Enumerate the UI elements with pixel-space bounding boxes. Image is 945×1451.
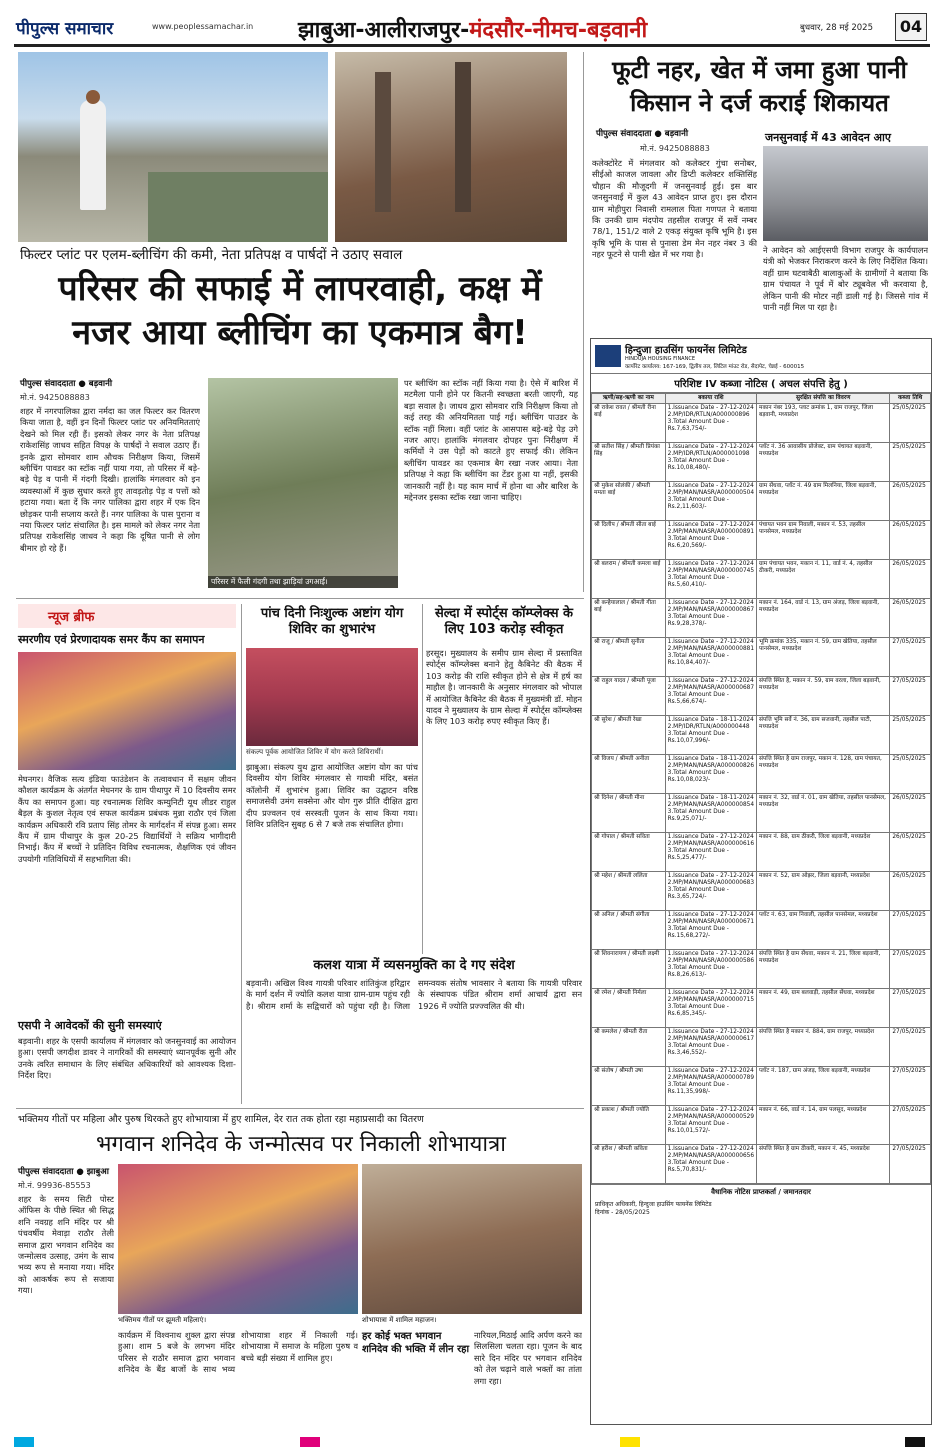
notice-cell-desc: ग्राम पंचायत भवन, मकान नं. 11, वार्ड नं. 4, तहसील ठीकरी, मध्यप्रदेश — [757, 560, 890, 599]
notice-cell-date: 26/05/2025 — [890, 794, 931, 833]
notice-cell-date: 27/05/2025 — [890, 677, 931, 716]
notice-cell-amount: 1.Issuance Date - 27-12-2024 2.MP/MAN/NASR/A000000656 3.Total Amount Due - Rs.5,70,831/- — [665, 1145, 756, 1184]
notice-cell-amount: 1.Issuance Date - 27-12-2024 2.MP/MAN/NASR/A000000867 3.Total Amount Due - Rs.9,28,378/- — [665, 599, 756, 638]
pipe-shape — [375, 72, 391, 212]
notice-cell-desc: मकान नंबर 193, प्लाट क्रमांक 1, ग्राम राजपुर, जिला बड़वानी, मध्यप्रदेश — [757, 404, 890, 443]
notice-rows — [592, 404, 931, 1184]
notice-row — [592, 911, 931, 950]
notice-address: कार्पोरेट कार्यालय: 167-169, द्वितीय तल, लिटिल मांउट रोड, सैदापेट, चेन्नई - 600015 — [625, 364, 805, 370]
notice-cell-desc: प्लॉट नं. 187, ग्राम अंजड़, जिला बड़वानी, मध्यप्रदेश — [757, 1067, 890, 1106]
notice-cell-amount: 1.Issuance Date - 27-12-2024 2.MP/MAN/NASR/A000000586 3.Total Amount Due - Rs.8,26,613/- — [665, 950, 756, 989]
yoga-head: पांच दिनी निःशुल्क अष्टांग योग शिविर का शुभारंभ — [260, 606, 404, 637]
shani-caption-2: शोभायात्रा में शामिल महाजन। — [362, 1316, 437, 1324]
notice-row — [592, 599, 931, 638]
shani-body-right: नारियल,मिठाई आदि अर्पण करने का सिलसिला चलता रहा। पूजन के बाद सारे दिन मंदिर पर भगवान शनिदेव को तेल चढ़ाने वाले भक्तों का तांता लगा रहा। — [474, 1330, 582, 1386]
notice-cell-name: श्री दिलीप / श्रीमती सीता बाई — [592, 521, 666, 560]
right-byline: पीपुल्स संवाददाता ● बड़वानी — [596, 129, 689, 139]
notice-cell-name: श्री शिवनारायण / श्रीमती लक्ष्मी — [592, 950, 666, 989]
notice-cell-amount: 1.Issuance Date - 18-11-2024 2.MP/IDR/RTLN/A000000448 3.Total Amount Due - Rs.10,07,996/- — [665, 716, 756, 755]
notice-row — [592, 872, 931, 911]
notice-footer-title: वैधानिक नोटिस प्राप्तकर्ता / जमानतदार — [591, 1184, 931, 1200]
notice-cell-name: श्री महेश / श्रीमती ललिता — [592, 872, 666, 911]
notice-row — [592, 638, 931, 677]
notice-cell-desc: संपत्ति स्थित है ग्राम ठीकरी, मकान नं. 45, मध्यप्रदेश — [757, 1145, 890, 1184]
pipe-shape — [455, 62, 471, 212]
notice-cell-amount: 1.Issuance Date - 27-12-2024 2.MP/MAN/NASR/A000000616 3.Total Amount Due - Rs.5,25,477/- — [665, 833, 756, 872]
notice-row — [592, 482, 931, 521]
notice-cell-desc: संपत्ति स्थित है ग्राम सेंधवा, मकान नं. 21, जिला बड़वानी, मध्यप्रदेश — [757, 950, 890, 989]
shani-body-mid: कार्यक्रम में विश्वनाथ शुक्ल द्वारा संपन्न हुआ। शाम 5 बजे के लगभग मंदिर परिसर से राठौर समाज द्वारा भगवान शनिदेव के बैंड बाजों के साथ भव्य शोभायात्रा शहर में निकाली गई। शोभायात्रा में समाज के महिला पुरुष व बच्चे बड़ी संख्या में शामिल हुए। — [118, 1330, 358, 1375]
brief-body-1: मेघनगर। वैजिक सत्य इंडिया फाउंडेशन के तत्वावधान में सक्षम जीवन कौशल कार्यक्रम के अंतर्गत मेघनगर के ग्राम पीथापुर में 10 दिवसीय समर कैंप का समापन हुआ। यह रचनात्मक शिविर कम्युनिटी यूथ लीडर राहुल बैड़ल के कुशल नेतृत्व एवं सफल कार्यक्रम प्रबंधक मुन्ना राठौर एवं जिला कार्यक्रम अधिकारी रवि प्रताप सिंह तोमर के मार्गदर्शन में संपन्न हुआ। समर कैंप में ग्राम पीथापुर के कुल 20-25 विद्यार्थियों ने सक्रिय भागीदारी निभाई। कैंप में बच्चों ने प्रतिदिन विविध रचनात्मक, शैक्षणिक एवं जीवन उपयोगी गतिविधियों में सहभागिता की। — [18, 774, 236, 864]
kalash-body: बड़वानी। अखिल विश्व गायत्री परिवार शांतिकुंज हरिद्वार के मार्ग दर्शन में ज्योति कलश यात्रा ग्राम-ग्राम पहुंच रही है। श्रीराम शर्मा के सद्विचारों को पहुंचा रही है। जिला समन्वयक संतोष भावसार ने बताया कि गायत्री परिवार के संस्थापक पंडित श्रीराम शर्मा आचार्य द्वारा सन 1926 में ज्योति प्रज्ज्वलित की थी। — [246, 978, 582, 1011]
brief-body-2: बड़वानी। शहर के एसपी कार्यालय में मंगलवार को जनसुनवाई का आयोजन हुआ। एसपी जगदीश डावर ने नागरिकों की समस्याएं ध्यानपूर्वक सुनी और उनके त्वरित समाधान के लिए संबंधित अधिकारियों को आवश्यक दिशा-निर्देश दिए। — [18, 1036, 236, 1081]
notice-col-date: कब्जा तिथि — [890, 394, 931, 404]
notice-cell-desc: मकान नं. 32, वार्ड नं. 01, ग्राम खेतिया, तहसील पानसेमल, मध्यप्रदेश — [757, 794, 890, 833]
shani-body-left: शहर के समय सिटी पोस्ट ऑफिस के पीछे स्थित श्री सिद्ध शनि नवग्रह शनि मंदिर पर श्री पंचवर्षीय मेवाड़ा राठौर तेली समाज द्वारा भगवान शनिदेव का जन्मोत्सव उत्साह, उमंग के साथ भव्य रूप से मनाया गया। मंदिर को आकर्षक रूप से सजाया गया। — [18, 1194, 114, 1296]
lead-body-right: पर ब्लीचिंग का स्टॉक नहीं किया गया है। ऐसे में बारिश में मटमैला पानी होने पर कितनी स्वच्छता बरती जाएगी, यह बड़ा सवाल है। जाधव द्वारा सोमवार रात्रि निरीक्षण किया तो कई तरह की अनियमितता पाई गई। ब्लीचिंग पाउडर के स्टॉक नहीं मिला। वहीं प्लांट के आसपास बड़े-बड़े पेड़ उगे नजर आए। हालांकि मंगलवार दोपहर पुनः निरीक्षण में कर्मियों ने उस पेड़ों को काटते हुए सफाई की। लेकिन ब्लीचिंग पावडर का एकमात्र बैग रखा नजर आया। नेता प्रतिपक्ष ने कहा कि ब्लीचिंग का टेंडर हुआ या नहीं, इसकी जानकारी नहीं है। यह काम मार्च में होना था और बारिश के मद्देनजर इसका स्टॉक रखा जाना चाहिए। — [404, 378, 578, 503]
notice-cell-date: 25/05/2025 — [890, 404, 931, 443]
notice-row — [592, 443, 931, 482]
notice-cell-amount: 1.Issuance Date - 27-12-2024 2.MP/MAN/NASR/A000000617 3.Total Amount Due - Rs.3,46,552/- — [665, 1028, 756, 1067]
right-mobile: मो.नं. 9425088883 — [640, 144, 710, 153]
right-photo-caption: जनसुनवाई में 43 आवेदन आए — [765, 131, 892, 144]
masthead-url[interactable]: www.peoplessamachar.in — [152, 22, 254, 31]
notice-cell-desc: मकान नं. 49, ग्राम बलवाड़ी, तहसील सेंधवा, मध्यप्रदेश — [757, 989, 890, 1028]
notice-row — [592, 1028, 931, 1067]
shani-photo-2 — [362, 1164, 582, 1314]
notice-cell-name: श्री राहुल यादव / श्रीमती पूजा — [592, 677, 666, 716]
notice-cell-date: 26/05/2025 — [890, 482, 931, 521]
notice-cell-desc: मकान नं. 88, ग्राम ठीकरी, जिला बड़वानी, मध्यप्रदेश — [757, 833, 890, 872]
notice-cell-amount: 1.Issuance Date - 27-12-2024 2.MP/MAN/NASR/A000000745 3.Total Amount Due - Rs.5,60,410/- — [665, 560, 756, 599]
water-tank — [148, 172, 328, 242]
notice-col-amount: बकाया राशि — [665, 394, 756, 404]
notice-cell-date: 25/05/2025 — [890, 755, 931, 794]
notice-cell-name: श्री दिनेश / श्रीमती मीना — [592, 794, 666, 833]
notice-cell-amount: 1.Issuance Date - 27-12-2024 2.MP/MAN/NASR/A000000671 3.Total Amount Due - Rs.15,68,272/- — [665, 911, 756, 950]
shani-headline: भगवान शनिदेव के जन्मोत्सव पर निकाली शोभायात्रा — [96, 1132, 506, 1157]
notice-cell-date: 25/05/2025 — [890, 716, 931, 755]
lead-photo-caption: परिसर में फैली गंदगी तथा झाड़ियां उगआईं। — [208, 576, 398, 588]
notice-cell-date: 27/05/2025 — [890, 1067, 931, 1106]
notice-company: हिन्दुजा हाउसिंग फायनेंस लिमिटेड — [625, 345, 747, 356]
notice-cell-amount: 1.Issuance Date - 27-12-2024 2.MP/MAN/NASR/A000000687 3.Total Amount Due - Rs.5,66,674/- — [665, 677, 756, 716]
color-mark-black — [905, 1432, 925, 1451]
notice-cell-desc: संपत्ति स्थित है मकान नं. 884, ग्राम राजपुर, मध्यप्रदेश — [757, 1028, 890, 1067]
notice-row — [592, 1067, 931, 1106]
notice-cell-date: 26/05/2025 — [890, 833, 931, 872]
brief-head-2: एसपी ने आवेदकों की सुनी समस्याएं — [18, 1019, 162, 1032]
notice-row — [592, 521, 931, 560]
notice-cell-desc: मकान नं. 164, वार्ड नं. 13, ग्राम अंजड़, जिला बड़वानी, मध्यप्रदेश — [757, 599, 890, 638]
notice-row — [592, 404, 931, 443]
notice-cell-name: श्री हरीश / श्रीमती कविता — [592, 1145, 666, 1184]
notice-footer-text: प्राधिकृत अधिकारी, हिन्दुजा हाउसिंग फायनेंस लिमिटेड — [595, 1201, 712, 1208]
notice-cell-name: श्री मुकेश सोलंकी / श्रीमती ममता बाई — [592, 482, 666, 521]
notice-cell-name: श्री बलराम / श्रीमती कमला बाई — [592, 560, 666, 599]
lead-mobile: मो.नं. 9425088883 — [20, 393, 90, 402]
color-mark-magenta — [300, 1432, 320, 1451]
lead-photo-1 — [18, 52, 328, 242]
notice-col-desc: सुरक्षित संपत्ति का विवरण — [757, 394, 890, 404]
notice-cell-name: श्री रमेश / श्रीमती निर्मला — [592, 989, 666, 1028]
shani-subhead: भक्तिमय गीतों पर महिला और पुरुष थिरकते हुए शोभायात्रा में हुए शामिल, देर रात तक होता रहा महाप्रसादी का वितरण — [18, 1114, 424, 1125]
kalash-head: कलश यात्रा में व्यसनमुक्ति का दे गए संदेश — [313, 958, 515, 973]
notice-cell-amount: 1.Issuance Date - 27-12-2024 2.MP/MAN/NASR/A000000891 3.Total Amount Due - Rs.6,20,569/- — [665, 521, 756, 560]
notice-cell-desc: संपत्ति स्थित है, मकान नं. 59, ग्राम वरला, जिला बड़वानी, मध्यप्रदेश — [757, 677, 890, 716]
notice-cell-name: श्री गोपाल / श्रीमती सविता — [592, 833, 666, 872]
notice-cell-amount: 1.Issuance Date - 27-12-2024 2.MP/IDR/RTLN/A000000896 3.Total Amount Due - Rs.7,63,754/- — [665, 404, 756, 443]
shani-sub1: हर कोई भक्त भगवान शनिदेव की भक्ति में लीन रहा — [362, 1331, 470, 1355]
column-divider — [583, 52, 584, 592]
yoga-body: झाबुआ। संकल्प युथ द्वारा आयोजित अष्टांग योग का पांच दिवसीय योग शिविर मंगलवार से गायत्री मंदिर, बसंत कॉलोनी में शुभारंभ हुआ। शिविर का उद्घाटन वरिष्ठ समाजसेवी उमंग सक्सेना और योग गुरु प्रीति दीक्षित द्वारा दीप प्रज्वलन एवं सरस्वती पूजन के साथ किया गया। शिविर प्रतिदिन सुबह 6 से 7 बजे तक संचालित होगा। — [246, 762, 418, 830]
masthead-title-part-b: मंदसौर-नीमच-बड़वानी — [469, 18, 648, 43]
notice-row — [592, 560, 931, 599]
shani-photo-1 — [118, 1164, 358, 1314]
notice-cell-date: 27/05/2025 — [890, 638, 931, 677]
notice-row — [592, 950, 931, 989]
notice-table — [591, 393, 931, 1184]
color-mark-cyan — [14, 1432, 34, 1451]
column-divider — [422, 604, 423, 954]
notice-cell-date: 26/05/2025 — [890, 599, 931, 638]
notice-cell-desc: मकान नं. 52, ग्राम ओझर, जिला बड़वानी, मध्यप्रदेश — [757, 872, 890, 911]
notice-cell-date: 27/05/2025 — [890, 1145, 931, 1184]
hinduja-logo-icon — [595, 345, 621, 367]
yoga-caption: संकल्प पूर्वक आयोजित शिविर में योग करते शिविरार्थी। — [246, 748, 384, 756]
notice-cell-name: श्री प्रकाश / श्रीमती ज्योति — [592, 1106, 666, 1145]
notice-row — [592, 755, 931, 794]
masthead-rule — [14, 44, 930, 47]
notice-cell-name: श्री विजय / श्रीमती अनीता — [592, 755, 666, 794]
yoga-photo — [246, 648, 418, 746]
notice-cell-desc: संपत्ति भूमि सर्वे नं. 36, ग्राम सजवानी, तहसील पाटी, मध्यप्रदेश — [757, 716, 890, 755]
column-divider — [241, 604, 242, 1104]
notice-cell-name: श्री सतीश सिंह / श्रीमती प्रियंका सिंह — [592, 443, 666, 482]
notice-row — [592, 1145, 931, 1184]
notice-cell-name: श्री अनिल / श्रीमती संगीता — [592, 911, 666, 950]
lead-byline: पीपुल्स संवाददाता ● बड़वानी — [20, 379, 113, 389]
notice-cell-name: श्री कन्हैयालाल / श्रीमती गीता बाई — [592, 599, 666, 638]
notice-cell-date: 26/05/2025 — [890, 872, 931, 911]
masthead-title-part-a: झाबुआ-आलीराजपुर- — [298, 18, 470, 43]
notice-cell-amount: 1.Issuance Date - 27-12-2024 2.MP/MAN/NASR/A000000683 3.Total Amount Due - Rs.3,65,724/- — [665, 872, 756, 911]
sports-body: हरसूद। मुख्यालय के समीप ग्राम सेल्दा में प्रस्तावित स्पोर्ट्स कॉम्प्लेक्स बनाने हेतु कैबिनेट की बैठक में 103 करोड़ की राशि स्वीकृत होने से क्षेत्र में हर्ष का माहौल है। जानकारी के अनुसार मंगलवार को भोपाल में आयोजित कैबिनेट की बैठक में मुख्यमंत्री डॉ. मोहन यादव ने मुख्यालय के ग्राम सेल्दा में स्पोर्ट्स कॉम्प्लेक्स के लिए 103 करोड़ रुपए स्वीकृत किए हैं। — [426, 648, 582, 727]
notice-cell-amount: 1.Issuance Date - 27-12-2024 2.MP/MAN/NASR/A000000529 3.Total Amount Due - Rs.10,01,572/- — [665, 1106, 756, 1145]
notice-cell-amount: 1.Issuance Date - 27-12-2024 2.MP/MAN/NASR/A000000881 3.Total Amount Due - Rs.10,84,407/- — [665, 638, 756, 677]
notice-row — [592, 989, 931, 1028]
news-brief-bar — [18, 604, 236, 628]
right-photo — [763, 146, 928, 241]
notice-row — [592, 677, 931, 716]
notice-cell-date: 27/05/2025 — [890, 1106, 931, 1145]
notice-cell-name: श्री सुरेश / श्रीमती रेखा — [592, 716, 666, 755]
notice-cell-desc: प्लॉट नं. 63, ग्राम निवाली, तहसील पानसेमल, मध्यप्रदेश — [757, 911, 890, 950]
brief-photo — [18, 652, 236, 770]
notice-cell-name: श्री संतोष / श्रीमती उषा — [592, 1067, 666, 1106]
notice-row — [592, 1106, 931, 1145]
notice-cell-name: श्री कमलेश / श्रीमती रीता — [592, 1028, 666, 1067]
notice-cell-desc: मकान नं. 66, वार्ड नं. 14, ग्राम पलसूद, मध्यप्रदेश — [757, 1106, 890, 1145]
notice-cell-date: 25/05/2025 — [890, 443, 931, 482]
notice-cell-date: 27/05/2025 — [890, 989, 931, 1028]
legal-notice — [590, 338, 932, 1425]
lead-subhead: फिल्टर प्लांट पर एलम-ब्लीचिंग की कमी, नेता प्रतिपक्ष व पार्षदों ने उठाए सवाल — [20, 247, 403, 263]
right-body-left: कलेक्टोरेट में मंगलवार को कलेक्टर गुंचा सनोबर, सीईओ काजल जावला और डिप्टी कलेक्टर शक्तिसिंह चौहान की मौजूदगी में जनसुनवाई हुई। इस बार जनसुनवाई में कुल 43 आवेदन प्राप्त हुए। इस दौरान ग्राम मोहीपुरा निवासी रामलाल पिता गणपत ने बताया कि उनकी ग्राम मंदपोय तहसील राजपुर में सर्वे नम्बर 78/1, 151/2 वाले 2 एकड़ संयुक्त कृषि भूमि है। इस कृषि भूमि के पास से पुनासा डेम मेन नहर नंबर 3 की नहर फूटने से पानी खेत में भर गया है। — [592, 158, 757, 260]
brief-head-1: स्मरणीय एवं प्रेरणादायक समर कैंप का समापन — [18, 633, 205, 646]
page-number: 04 — [895, 13, 927, 41]
lead-headline-1: परिसर की सफाई में लापरवाही, कक्ष में — [58, 269, 542, 309]
notice-col-name: ऋणी/सह-ऋणी का नाम — [592, 394, 666, 404]
shani-mobile: मो.नं. 99936-85553 — [18, 1181, 91, 1190]
lead-headline-2: नजर आया ब्लीचिंग का एकमात्र बैग! — [72, 313, 528, 353]
notice-cell-amount: 1.Issuance Date - 18-11-2024 2.MP/MAN/NASR/A000000854 3.Total Amount Due - Rs.9,25,071/- — [665, 794, 756, 833]
section-divider — [16, 1108, 584, 1109]
person-head — [86, 90, 100, 104]
notice-row — [592, 716, 931, 755]
color-mark-yellow — [620, 1432, 640, 1451]
notice-cell-date: 27/05/2025 — [890, 950, 931, 989]
notice-cell-date: 27/05/2025 — [890, 1028, 931, 1067]
notice-row — [592, 833, 931, 872]
notice-cell-date: 26/05/2025 — [890, 521, 931, 560]
notice-cell-date: 26/05/2025 — [890, 560, 931, 599]
notice-cell-desc: प्लॉट नं. 36 आवासीय प्रोजेक्ट, ग्राम पंचायत बड़वानी, मध्यप्रदेश — [757, 443, 890, 482]
masthead-title — [298, 14, 647, 44]
notice-cell-desc: ग्राम सेंधवा, प्लॉट नं. 49 ग्राम मिलनिया, जिला बड़वानी, मध्यप्रदेश — [757, 482, 890, 521]
lead-photo-3 — [208, 378, 398, 588]
notice-cell-amount: 1.Issuance Date - 27-12-2024 2.MP/IDR/RTLN/A000001098 3.Total Amount Due - Rs.10,08,480/- — [665, 443, 756, 482]
notice-cell-desc: संपत्ति स्थित है ग्राम राजपुर, मकान नं. 128, ग्राम पंचायत, मध्यप्रदेश — [757, 755, 890, 794]
right-headline-1: फूटी नहर, खेत में जमा हुआ पानी — [612, 56, 907, 84]
masthead-date: बुधवार, 28 मई 2025 — [800, 23, 873, 33]
shani-caption-1: भक्तिमय गीतों पर झूमती महिलाएं। — [118, 1316, 207, 1324]
notice-cell-desc: पंचायत भवन ग्राम निवाली, मकान नं. 53, तहसील पानसेमल, मध्यप्रदेश — [757, 521, 890, 560]
notice-cell-desc: भूमि क्रमांक 335, मकान नं. 59, ग्राम खेतिया, तहसील पानसेमल, मध्यप्रदेश — [757, 638, 890, 677]
lead-body-left: शहर में नगरपालिका द्वारा नर्मदा का जल फिल्टर कर वितरण किया जाता है, वहीं इन दिनों फिल्टर प्लांट पर अनियमितताएं देखने को मिल रही हैं। इसको लेकर नगर के नेता प्रतिपक्ष राकेशसिंह जाधव सहित विपक्ष के पार्षदों ने सवाल उठाए हैं। इनके द्वारा सोमवार शाम औचक निरीक्षण किया, जिसमें ब्लीचिंग पावडर का स्टॉक नहीं पाया गया, तो परिसर में बड़े-बड़े पेड़ व पानी में गंदगी दिखी। हालांकि मंगलवार को इन व्यवस्थाओं में कुछ सुधार करते हुए तावड़तोड़ पेड़ व पत्तों को हटाया गया। बता दें कि नगर पालिका द्वारा शहर में एक दिन छोड़कर पानी सप्लाय करते हैं। नगर पालिका के पास पुराना व नया फिल्टर प्लांट संचालित है। इस मामले को लेकर नगर नेता प्रतिपक्ष राकेशसिंह जाधव ने कहा कि दूषित पानी से लोग बीमार हो रहे हैं। — [20, 406, 200, 553]
notice-cell-amount: 1.Issuance Date - 18-11-2024 2.MP/MAN/NASR/A000000826 3.Total Amount Due - Rs.10,08,023/- — [665, 755, 756, 794]
person-figure — [80, 100, 106, 210]
notice-cell-amount: 1.Issuance Date - 27-12-2024 2.MP/MAN/NASR/A000000504 3.Total Amount Due - Rs.2,11,603/- — [665, 482, 756, 521]
right-headline-2: किसान ने दर्ज कराई शिकायत — [630, 89, 889, 117]
sports-head: सेल्दा में स्पोर्ट्स कॉम्प्लेक्स के लिए 103 करोड़ स्वीकृत — [434, 606, 573, 637]
right-body-right: ने आवेदन को आईएसपी विभाग राजपुर के कार्यपालन यंत्री को भेजकर निराकरण करने के लिए निर्देशित किया। वहीं ग्राम घटवाबैठी बालाकुओं के ग्रामीणों ने बताया कि ग्राम पंचायत ने पूर्व में बोर ट्यूबवेल भी करवाया है, लेकिन पानी की मोटर नहीं डाली गई है। जिससे गांव में पानी नहीं मिल पा रहा है। — [763, 245, 928, 313]
print-color-bar — [0, 1426, 945, 1445]
notice-cell-date: 27/05/2025 — [890, 911, 931, 950]
lead-photo-2 — [335, 52, 567, 242]
news-brief-label: न्यूज ब्रीफ — [48, 610, 95, 625]
notice-brand: HINDUJA HOUSING FINANCE — [625, 356, 695, 362]
notice-footer-date: दिनांक - 28/05/2025 — [595, 1209, 650, 1216]
notice-cell-name: श्री राकेश रावत / श्रीमती रीना बाई — [592, 404, 666, 443]
notice-cell-name: श्री राजू / श्रीमती सुनीता — [592, 638, 666, 677]
section-divider — [16, 598, 584, 599]
notice-cell-amount: 1.Issuance Date - 27-12-2024 2.MP/MAN/NASR/A000000789 3.Total Amount Due - Rs.11,35,998/- — [665, 1067, 756, 1106]
notice-title: परिशिष्ट IV कब्जा नोटिस ( अचल संपत्ति हेतु ) — [591, 374, 931, 393]
shani-byline: पीपुल्स संवाददाता ● झाबुआ — [18, 1167, 109, 1177]
masthead-logo: पीपुल्स समाचार — [16, 19, 114, 39]
notice-cell-amount: 1.Issuance Date - 27-12-2024 2.MP/MAN/NASR/A000000715 3.Total Amount Due - Rs.6,85,345/- — [665, 989, 756, 1028]
notice-row — [592, 794, 931, 833]
